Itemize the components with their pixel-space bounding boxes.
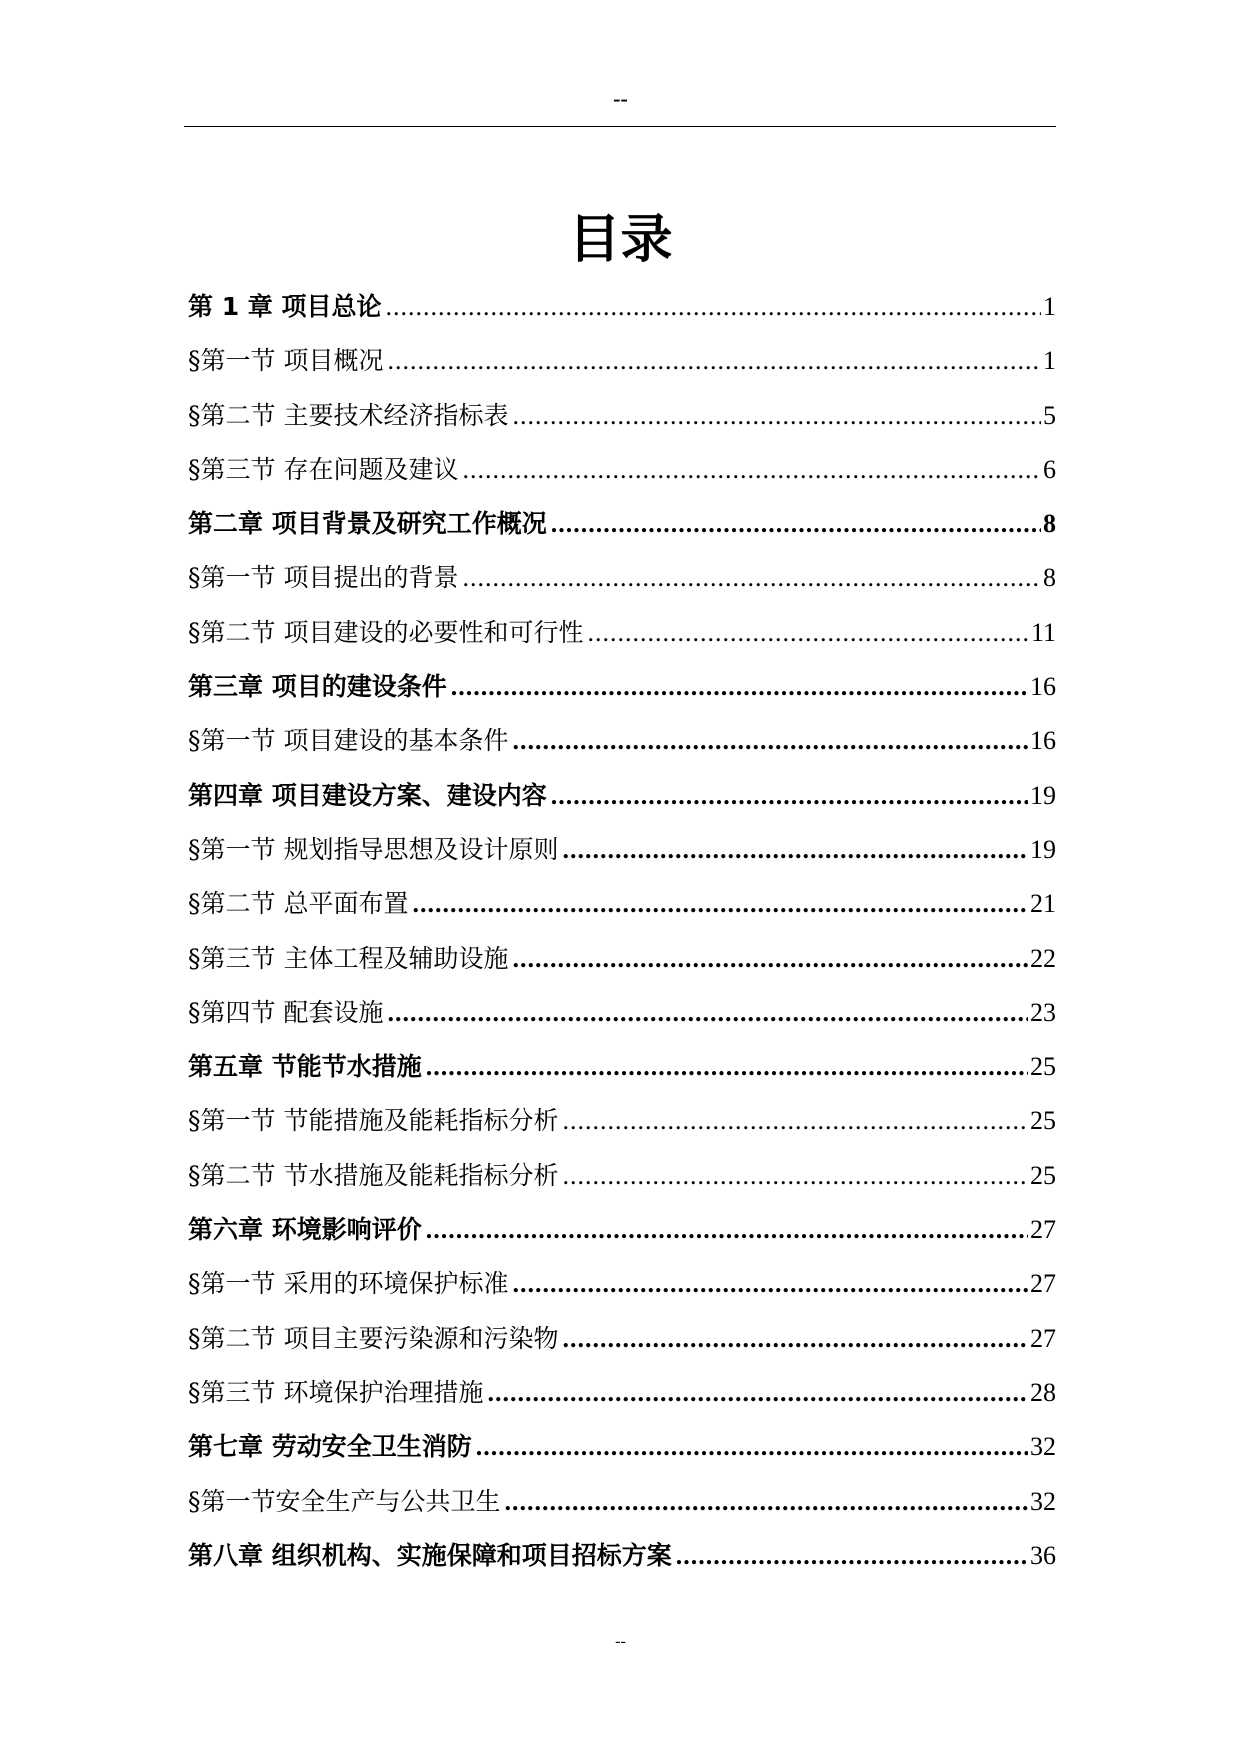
toc-section-entry[interactable]: [188, 334, 1056, 388]
toc-page-number: 6: [1043, 454, 1056, 484]
toc-page-number: 32: [1030, 1486, 1056, 1516]
toc-entry-label: §第二节 总平面布置: [188, 889, 409, 919]
page-footer-mark: --: [615, 1633, 626, 1650]
toc-page-number: 36: [1030, 1540, 1056, 1570]
toc-page-number: 5: [1043, 400, 1056, 430]
toc-entry-label: §第一节 节能措施及能耗指标分析: [188, 1106, 559, 1136]
toc-section-entry[interactable]: [188, 1366, 1056, 1420]
toc-page-number: 25: [1030, 1106, 1056, 1136]
toc-dot-leader: [487, 1366, 1028, 1420]
toc-dot-leader: [676, 1529, 1028, 1583]
toc-page-number: 1: [1043, 292, 1056, 321]
toc-entry-label: 第五章 节能节水措施: [188, 1052, 422, 1082]
toc-page-number: 8: [1043, 563, 1056, 593]
toc-dot-leader: [512, 389, 1041, 443]
page-header-mark: --: [613, 86, 628, 111]
toc-section-entry[interactable]: [188, 443, 1056, 497]
toc-entry-label: §第一节 规划指导思想及设计原则: [188, 834, 559, 864]
toc-dot-leader: [512, 932, 1028, 986]
toc-chapter-entry[interactable]: [188, 769, 1056, 823]
toc-entry-label: §第四节 配套设施: [188, 997, 384, 1027]
toc-section-entry[interactable]: [188, 986, 1056, 1040]
toc-dot-leader: [512, 1257, 1028, 1311]
toc-page-number: 27: [1030, 1323, 1056, 1353]
toc-dot-leader: [551, 769, 1028, 823]
toc-chapter-entry[interactable]: [188, 1040, 1056, 1094]
toc-section-entry[interactable]: [188, 606, 1056, 660]
toc-entry-label: §第二节 项目主要污染源和污染物: [188, 1323, 559, 1353]
toc-entry-label: §第一节安全生产与公共卫生: [188, 1486, 501, 1516]
toc-entry-label: 第四章 项目建设方案、建设内容: [188, 780, 547, 810]
toc-entry-label: 第三章 项目的建设条件: [188, 672, 447, 702]
toc-entry-label: §第二节 节水措施及能耗指标分析: [188, 1160, 559, 1190]
toc-entry-label: §第三节 环境保护治理措施: [188, 1377, 484, 1407]
toc-entry-label: §第一节 采用的环境保护标准: [188, 1269, 509, 1299]
toc-entry-label: §第一节 项目提出的背景: [188, 563, 459, 593]
toc-page-number: 28: [1030, 1377, 1056, 1407]
toc-section-entry[interactable]: [188, 1257, 1056, 1311]
toc-dot-leader: [505, 1475, 1028, 1529]
toc-chapter-entry[interactable]: [188, 1529, 1056, 1583]
toc-section-entry[interactable]: [188, 1475, 1056, 1529]
toc-dot-leader: [562, 1149, 1028, 1203]
toc-dot-leader: [562, 823, 1028, 877]
toc-entry-label: 第二章 项目背景及研究工作概况: [188, 509, 547, 539]
toc-dot-leader: [462, 551, 1041, 605]
toc-page-number: 11: [1030, 617, 1056, 647]
toc-section-entry[interactable]: [188, 877, 1056, 931]
toc-section-entry[interactable]: [188, 714, 1056, 768]
toc-dot-leader: [387, 334, 1041, 388]
toc-entry-label: 第八章 组织机构、实施保障和项目招标方案: [188, 1540, 672, 1570]
toc-page-number: 8: [1043, 509, 1056, 539]
toc-dot-leader: [512, 714, 1028, 768]
toc-entry-label: 第 1 章 项目总论: [188, 292, 382, 321]
toc-page-number: 27: [1030, 1215, 1056, 1245]
toc-entry-label: §第三节 存在问题及建议: [188, 454, 459, 484]
page-title: 目录: [568, 210, 673, 270]
toc-page-number: 25: [1030, 1052, 1056, 1082]
toc-section-entry[interactable]: [188, 1094, 1056, 1148]
toc-page-number: 19: [1030, 780, 1056, 810]
toc-entry-label: 第六章 环境影响评价: [188, 1215, 422, 1245]
toc-page-number: 32: [1030, 1432, 1056, 1462]
toc-section-entry[interactable]: [188, 1312, 1056, 1366]
toc-page-number: 25: [1030, 1160, 1056, 1190]
toc-chapter-entry[interactable]: [188, 280, 1056, 334]
toc-dot-leader: [476, 1420, 1028, 1474]
toc-page-number: 1: [1043, 346, 1056, 376]
toc-entry-label: 第七章 劳动安全卫生消防: [188, 1432, 472, 1462]
toc-chapter-entry[interactable]: [188, 1203, 1056, 1257]
toc-entry-label: §第二节 主要技术经济指标表: [188, 400, 509, 430]
toc-dot-leader: [562, 1094, 1028, 1148]
toc-entry-label: §第一节 项目概况: [188, 346, 384, 376]
toc-section-entry[interactable]: [188, 932, 1056, 986]
toc-section-entry[interactable]: [188, 551, 1056, 605]
toc-section-entry[interactable]: [188, 823, 1056, 877]
toc-chapter-entry[interactable]: [188, 660, 1056, 714]
toc-page-number: 22: [1030, 943, 1056, 973]
toc-dot-leader: [451, 660, 1028, 714]
toc-chapter-entry[interactable]: [188, 1420, 1056, 1474]
toc-dot-leader: [386, 280, 1041, 334]
toc-section-entry[interactable]: [188, 389, 1056, 443]
table-of-contents: [188, 280, 1056, 1583]
toc-dot-leader: [412, 877, 1028, 931]
toc-page-number: 16: [1030, 672, 1056, 702]
header-rule: [184, 126, 1056, 127]
toc-dot-leader: [551, 497, 1041, 551]
toc-dot-leader: [426, 1040, 1028, 1094]
toc-page-number: 27: [1030, 1269, 1056, 1299]
toc-page-number: 21: [1030, 889, 1056, 919]
toc-page-number: 16: [1030, 726, 1056, 756]
toc-entry-label: §第三节 主体工程及辅助设施: [188, 943, 509, 973]
toc-entry-label: §第一节 项目建设的基本条件: [188, 726, 509, 756]
toc-chapter-entry[interactable]: [188, 497, 1056, 551]
toc-entry-label: §第二节 项目建设的必要性和可行性: [188, 617, 584, 647]
toc-dot-leader: [562, 1312, 1028, 1366]
toc-dot-leader: [462, 443, 1041, 497]
toc-dot-leader: [426, 1203, 1028, 1257]
toc-dot-leader: [587, 606, 1029, 660]
toc-section-entry[interactable]: [188, 1149, 1056, 1203]
toc-page-number: 19: [1030, 834, 1056, 864]
toc-dot-leader: [387, 986, 1028, 1040]
toc-page-number: 23: [1030, 997, 1056, 1027]
